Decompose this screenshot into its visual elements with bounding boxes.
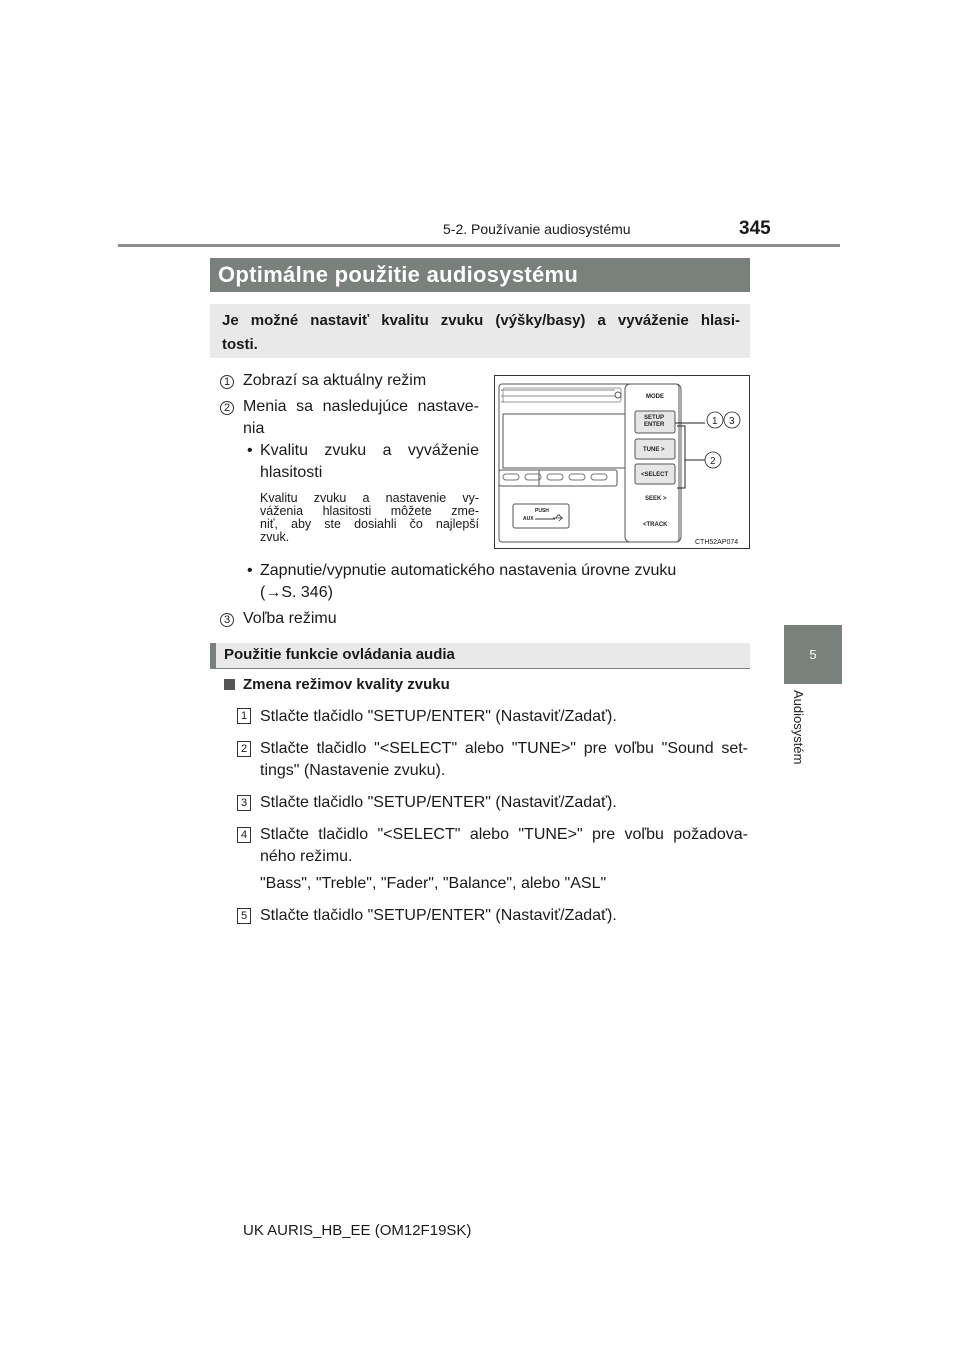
callout-marker: 1 — [220, 375, 234, 389]
footer-model-code: UK AURIS_HB_EE (OM12F19SK) — [243, 1222, 472, 1239]
item-text: Voľba režimu — [243, 610, 337, 627]
intro-line: tosti. — [222, 336, 258, 353]
track-button-label: <TRACK — [643, 522, 668, 528]
callout-marker: 2 — [220, 401, 234, 415]
step-note: "Bass", "Treble", "Fader", "Balance", alebo "ASL" — [260, 875, 607, 892]
intro-text — [222, 309, 740, 357]
intro-line: Je možné nastaviť kvalitu zvuku (výšky/basy) a vyváženie hlasi- — [222, 312, 740, 329]
aux-label: AUX — [523, 516, 534, 522]
push-label: PUSH — [535, 508, 549, 514]
step-text: Stlačte tlačidlo "<SELECT" alebo "TUNE>" pre voľbu požadova- — [260, 826, 748, 843]
bullet-text: Kvalitu zvuku a vyváženie — [260, 442, 479, 459]
subsection-rule — [210, 668, 750, 669]
item-text: Zobrazí sa aktuálny režim — [243, 372, 427, 389]
section-title-bar — [210, 258, 750, 292]
step-text: Stlačte tlačidlo "SETUP/ENTER" (Nastaviť/Zadať). — [260, 794, 617, 811]
note-line: Kvalitu zvuku a nastavenie vy- — [260, 491, 479, 505]
note-line: zvuk. — [260, 530, 290, 544]
step-number: 4 — [237, 827, 251, 843]
note-line: niť, aby ste dosiahli čo najlepší — [260, 517, 479, 531]
step-text: tings" (Nastavenie zvuku). — [260, 762, 446, 779]
tune-button-label: TUNE > — [643, 447, 665, 453]
callout-3: 3 — [729, 416, 735, 427]
note-line: váženia hlasitosti môžete zme- — [260, 504, 479, 518]
header-section-title: 5-2. Používanie audiosystému — [443, 221, 631, 237]
page-number: 345 — [739, 218, 771, 239]
bullet-text: (→S. 346) — [260, 584, 333, 601]
subsection-bar — [210, 643, 750, 668]
item-text: Menia sa nasledujúce nastave- — [243, 398, 479, 415]
step-number: 1 — [237, 708, 251, 724]
step-text: Stlačte tlačidlo "<SELECT" alebo "TUNE>" pre voľbu "Sound set- — [260, 740, 748, 757]
seek-button-label: SEEK > — [645, 496, 667, 502]
mode-button-label: MODE — [646, 394, 664, 400]
callout-2: 2 — [710, 456, 716, 467]
chapter-tab — [784, 625, 842, 684]
item-text: nia — [243, 420, 265, 437]
step-text: Stlačte tlačidlo "SETUP/ENTER" (Nastaviť/Zadať). — [260, 907, 617, 924]
audio-panel-illustration — [495, 376, 749, 548]
subsection-title: Použitie funkcie ovládania audia — [224, 646, 455, 663]
bullet-text: hlasitosti — [260, 464, 323, 481]
procedure-heading: Zmena režimov kvality zvuku — [243, 676, 450, 693]
bullet: • — [247, 562, 253, 579]
step-number: 5 — [237, 908, 251, 924]
usb-icon — [553, 515, 563, 521]
section-title: Optimálne použitie audiosystému — [218, 262, 579, 287]
header-rule — [118, 244, 840, 247]
bullet: • — [247, 442, 253, 459]
step-number: 3 — [237, 795, 251, 811]
chapter-number: 5 — [809, 647, 817, 662]
step-text: ného režimu. — [260, 848, 353, 865]
image-code: CTH52AP074 — [695, 539, 739, 546]
callout-marker: 3 — [220, 613, 234, 627]
enter-button-label: ENTER — [644, 422, 665, 428]
step-number: 2 — [237, 741, 251, 757]
chapter-label: Audiosystém — [791, 690, 806, 765]
bullet-text: Zapnutie/vypnutie automatického nastavenia úrovne zvuku — [260, 562, 677, 579]
setup-button-label: SETUP — [644, 415, 665, 421]
step-text: Stlačte tlačidlo "SETUP/ENTER" (Nastaviť/Zadať). — [260, 708, 617, 725]
callout-1: 1 — [712, 416, 718, 427]
intro-box — [210, 304, 750, 358]
square-bullet-icon — [224, 679, 235, 690]
audio-panel-diagram — [494, 375, 750, 549]
select-button-label: <SELECT — [641, 472, 669, 478]
